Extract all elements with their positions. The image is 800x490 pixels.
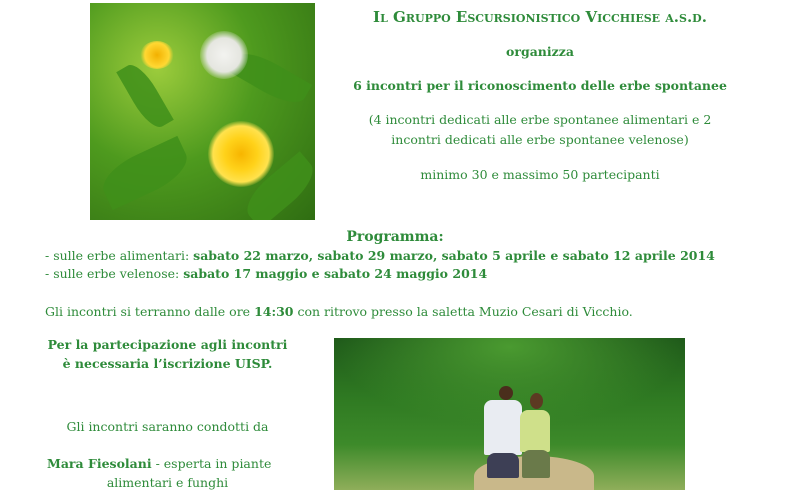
guide-role: - esperta in piante (151, 456, 272, 471)
meeting-time-before: Gli incontri si terranno dalle ore (45, 304, 255, 319)
guide-info (47, 456, 317, 471)
conduzione-intro: Gli incontri saranno condotti da (66, 419, 269, 434)
programma-row-velenose-dates: sabato 17 maggio e sabato 24 maggio 2014 (183, 266, 488, 281)
programma-heading: Programma: (346, 229, 444, 245)
guide-role-line-2: alimentari e funghi (106, 475, 229, 490)
participants-range: minimo 30 e massimo 50 partecipanti (420, 167, 660, 182)
dandelion-seedhead (200, 31, 248, 79)
detail-line-2: incontri dedicati alle erbe spontanee velenose) (391, 132, 689, 147)
meeting-time: 14:30 (254, 304, 294, 319)
programma-row-alimentari-label: - sulle erbe alimentari: (45, 248, 194, 263)
small-dandelion-flower (140, 41, 174, 69)
meeting-time-after: con ritrovo presso la saletta Muzio Cesari di Vicchio. (293, 304, 633, 319)
organizza-label: organizza (506, 44, 574, 59)
guide-name: Mara Fiesolani (47, 456, 152, 471)
association-title: Il Gruppo Escursionistico Vicchiese a.s.d. (373, 8, 707, 26)
iscrizione-line-2: è necessaria l’iscrizione UISP. (62, 356, 273, 371)
dandelion-flower (208, 121, 274, 187)
meeting-time-info (45, 304, 765, 319)
iscrizione-line-1: Per la partecipazione agli incontri (47, 337, 288, 352)
detail-line-1: (4 incontri dedicati alle erbe spontanee alimentari e 2 (368, 112, 712, 127)
programma-row-velenose-label: - sulle erbe velenose: (45, 266, 184, 281)
programma-row-velenose (45, 266, 765, 281)
headline: 6 incontri per il riconoscimento delle erbe spontanee (353, 78, 727, 93)
couple-walking-photo (334, 338, 685, 490)
programma-row-alimentari-dates: sabato 22 marzo, sabato 29 marzo, sabato 5 aprile e sabato 12 aprile 2014 (193, 248, 715, 263)
programma-row-alimentari (45, 248, 765, 263)
dandelion-photo (90, 3, 315, 220)
